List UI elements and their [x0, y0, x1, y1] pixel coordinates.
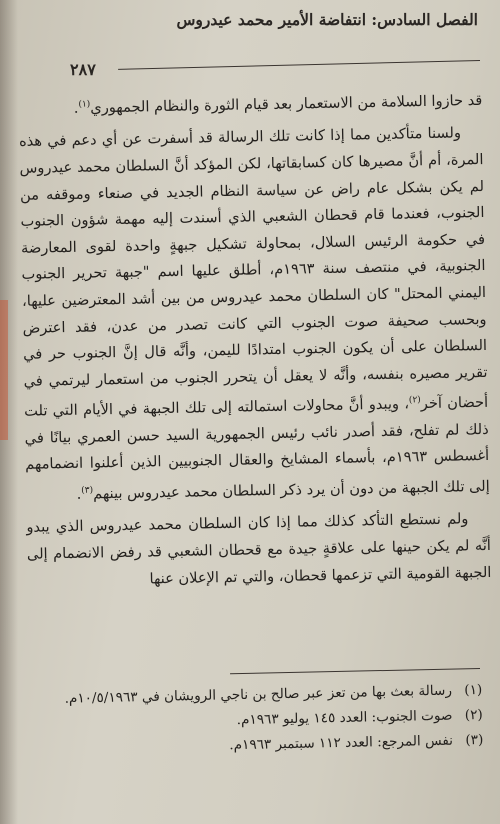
paragraph-1: قد حازوا السلامة من الاستعمار بعد قيام الثورة والنظام الجمهوري$^{(١)}$.: [73, 91, 483, 117]
paragraph-2-continued: ، ويبدو أنَّ محاولات استمالته إلى تلك الجبهة في الأيام التي تلت ذلك لم تفلح، فقد أصدر نائب رئيس الجمهورية السيد حسن العمري بيانًا في أغسطس ١٩٦٣م، بأسماء المشايخ والعقال الجنوبيين الذين أعلنوا انضمامهم إلى تلك الجبهة من دون أن يرد ذكر السلطان محمد عيدروس بينهم: [24, 395, 490, 503]
footnote-2-text: صوت الجنوب: العدد ١٤٥ يوليو ١٩٦٣م.: [236, 707, 453, 729]
paragraph-2: ولسنا متأكدين مما إذا كانت تلك الرسالة قد أسفرت عن أي دعم في هذه المرة، أم أنَّ مصيرها كان كسابقاتها، لكن المؤكد أنَّ السلطان محمد عيدروس لم يكن بشكل عام راض عن سياسة النظام الجديد في صنعاء وموقفه من الجنوب، فعندما قام قحطان الشعبي الذي أسندت إليه مهمة شؤون الجنوب في حكومة الرئيس السلال، بمحاولة تشكيل جبهةٍ واحدة لقوى المعارضة الجنوبية، في منتصف سنة ١٩٦٣م، أطلق عليها اسم "جبهة تحرير الجنوب اليمني المحتل" كان السلطان محمد عيدروس من بين أشد المعترضين عليها، وبحسب صحيفة صوت الجنوب التي كانت تصدر من عدن، فقد اعترض السلطان على أن يكون الجنوب امتدادًا لليمن، وأنَّه قال إنَّ الجنوب حر في تقرير مصيره بنفسه، وأنَّه لا يعقل أن يتحرر الجنوب من استعمار ليرتمي في أحضان آخر$^{(٢)}$، ويبدو أنَّ محاولات استمالته إلى تلك الجبهة في الأيام التي تلت ذلك لم تفلح، فقد أصدر نائب رئيس الجمهورية السيد حسن العمري بيانًا في أغسطس ١٩٦٣م، بأسماء المشايخ والعقال الجنوبيين الذين أعلنوا انضمامهم إلى تلك الجبهة من دون أن يرد ذكر السلطان محمد عيدروس بينهم$^{(٣)}$.: [18, 124, 490, 503]
paragraph-2-text: ولسنا متأكدين مما إذا كانت تلك الرسالة قد أسفرت عن أي دعم في هذه المرة، أم أنَّ مصيرها كان كسابقاتها، لكن المؤكد أنَّ السلطان محمد عيدروس لم يكن بشكل عام راض عن سياسة النظام الجديد في صنعاء وموقفه من الجنوب، فعندما قام قحطان الشعبي الذي أسندت إليه مهمة شؤون الجنوب في حكومة الرئيس السلال، بمحاولة تشكيل جبهةٍ واحدة لقوى المعارضة الجنوبية، في منتصف سنة ١٩٦٣م، أطلق عليها اسم "جبهة تحرير الجنوب اليمني المحتل" كان السلطان محمد عيدروس من بين أشد المعترضين عليها، وبحسب صحيفة صوت الجنوب التي كانت تصدر من عدن، فقد اعترض السلطان على أن يكون الجنوب امتدادًا لليمن، وأنَّه قال إنَّ الجنوب حر في تقرير مصيره بنفسه، وأنَّه لا يعقل أن يتحرر الجنوب من استعمار ليرتمي في أحضان آخر: [18, 124, 489, 413]
paragraph-3: [26, 506, 491, 595]
paragraph-3-text: ولم نستطع التأكد كذلك مما إذا كان السلطان محمد عيدروس الذي يبدو أنَّه لم يكن حينها على علاقةٍ جيدة مع قحطان الشعبي قد رفض الانضمام إلى الجبهة القومية التي تزعمها قحطان، والتي تم الإعلان عنها: [26, 510, 492, 588]
body-text: [18, 84, 492, 595]
footnote-1-number: (١): [464, 681, 483, 699]
footnote-3-text: نفس المرجع: العدد ١١٢ سبتمبر ١٩٦٣م.: [229, 732, 454, 754]
footnote-1-text: رسالة بعث بها من تعز عبر صالح بن ناجي الرويشان في ١٠/٥/١٩٦٣م.: [64, 682, 453, 707]
header-rule: [118, 60, 480, 70]
adjacent-page-strip: [0, 300, 8, 440]
footnote-3-number: (٣): [465, 731, 484, 749]
footnote-ref-1: (١): [78, 99, 91, 110]
footnote-ref-3: (٣): [81, 485, 94, 496]
footnote-2-number: (٢): [464, 706, 483, 724]
footnote-separator: [230, 668, 480, 674]
footnote-ref-2: (٢): [408, 395, 421, 406]
footnotes: [60, 678, 483, 762]
page-number: ٢٨٧: [70, 60, 96, 79]
paragraph-1-text: قد حازوا السلامة من الاستعمار بعد قيام الثورة والنظام الجمهوري: [90, 91, 483, 117]
running-header: الفصل السادس: انتفاضة الأمير محمد عيدروس: [176, 10, 478, 29]
